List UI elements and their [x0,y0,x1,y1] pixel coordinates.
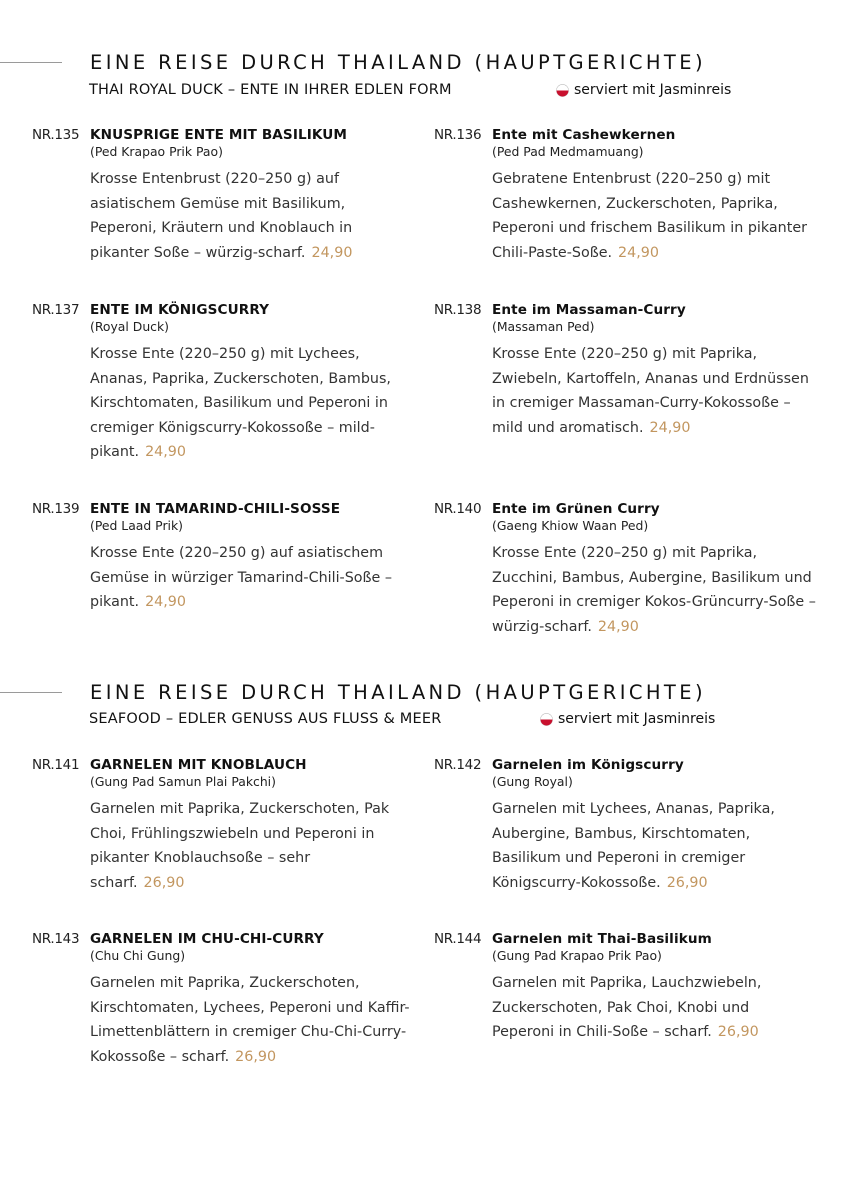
item-price: 26,90 [235,1048,277,1065]
item-thai-name: (Chu Chi Gung) [90,948,186,963]
rice-note-text: serviert mit Jasminreis [574,82,732,98]
item-number: NR.136 [434,127,482,143]
section-title: EINE REISE DURCH THAILAND (HAUPTGERICHTE) [90,51,706,74]
item-description: Garnelen mit Paprika, Lauchzwiebeln, Zuckerschoten, Pak Choi, Knobi und Peperoni in Chili-Soße – scharf. 26,90 [492,975,762,1041]
item-number: NR.142 [434,757,482,773]
item-thai-name: (Ped Krapao Prik Pao) [90,144,223,159]
item-price: 24,90 [618,244,659,261]
item-price: 26,90 [717,1024,759,1041]
item-price: 26,90 [143,874,185,891]
item-number: NR.138 [434,302,482,318]
item-thai-name: (Massaman Ped) [492,319,595,334]
item-description: Garnelen mit Paprika, Zuckerschoten, Pak Choi, Frühlingszwiebeln und Peperoni in pikanter Knoblauchsoße – sehr scharf. 26,90 [90,801,390,891]
item-number: NR.141 [32,757,80,773]
item-name: ENTE IM KÖNIGSCURRY [90,302,270,318]
item-name: Ente im Grünen Curry [492,501,660,517]
item-thai-name: (Gung Pad Samun Plai Pakchi) [90,774,276,789]
item-name: Garnelen mit Thai-Basilikum [492,931,712,947]
item-thai-name: (Gung Pad Krapao Prik Pao) [492,948,662,963]
item-thai-name: (Ped Pad Medmamuang) [492,144,644,159]
section-title: EINE REISE DURCH THAILAND (HAUPTGERICHTE) [90,681,706,704]
item-description: Gebratene Entenbrust (220–250 g) mit Cashewkernen, Zuckerschoten, Paprika, Peperoni und frischem Basilikum in pikanter Chili-Paste-Soße. 24,90 [492,171,807,261]
item-name: Garnelen im Königscurry [492,757,684,773]
item-thai-name: (Gung Royal) [492,774,573,789]
item-number: NR.139 [32,501,80,517]
rice-bowl-icon [540,713,553,726]
item-name: ENTE IN TAMARIND-CHILI-SOSSE [90,501,341,517]
section-subtitle: THAI ROYAL DUCK – ENTE IN IHRER EDLEN FORM [89,82,452,98]
section-subtitle: SEAFOOD – EDLER GENUSS AUS FLUSS & MEER [89,711,442,727]
item-price: 24,90 [145,594,186,611]
item-price: 24,90 [649,419,691,436]
rice-note [540,711,715,727]
item-number: NR.137 [32,302,80,318]
item-name: GARNELEN MIT KNOBLAUCH [90,757,307,773]
item-description: Krosse Entenbrust (220–250 g) auf asiatischem Gemüse mit Basilikum, Peperoni, Kräutern und Knoblauch in pikanter Soße – würzig-scharf. 24,90 [90,171,353,261]
item-price: 24,90 [597,618,639,635]
rice-note-text: serviert mit Jasminreis [558,711,716,727]
item-description: Garnelen mit Paprika, Zuckerschoten, Kirschtomaten, Lychees, Peperoni und Kaffir-Limettenblättern in cremiger Chu-Chi-Curry-Kokossoße – scharf. 26,90 [90,975,410,1065]
item-name: GARNELEN IM CHU-CHI-CURRY [90,931,324,947]
item-number: NR.135 [32,127,80,143]
section-divider [0,692,62,693]
rice-bowl-icon [556,84,569,97]
item-description: Krosse Ente (220–250 g) mit Paprika, Zucchini, Bambus, Aubergine, Basilikum und Peperoni in cremiger Kokos-Grüncurry-Soße – würzig-scharf. 24,90 [492,545,816,635]
item-number: NR.143 [32,931,80,947]
item-description: Krosse Ente (220–250 g) auf asiatischem Gemüse in würziger Tamarind-Chili-Soße – pikant. 24,90 [90,545,393,611]
item-name: Ente im Massaman-Curry [492,302,686,318]
item-thai-name: (Gaeng Khiow Waan Ped) [492,518,649,533]
item-price: 24,90 [311,244,353,261]
item-number: NR.140 [434,501,482,517]
item-price: 24,90 [145,444,186,461]
item-number: NR.144 [434,931,482,947]
item-name: Ente mit Cashewkernen [492,127,676,143]
item-price: 26,90 [666,874,708,891]
item-description: Garnelen mit Lychees, Ananas, Paprika, Aubergine, Bambus, Kirschtomaten, Basilikum und Peperoni in cremiger Königscurry-Kokossoße. 26,90 [492,801,775,891]
item-description: Krosse Ente (220–250 g) mit Lychees, Ananas, Paprika, Zuckerschoten, Bambus, Kirschtomaten, Basilikum und Peperoni in cremiger Königscurry-Kokossoße – mild-pikant. 24,90 [90,346,391,461]
item-description: Krosse Ente (220–250 g) mit Paprika, Zwiebeln, Kartoffeln, Ananas und Erdnüssen in cremiger Massaman-Curry-Kokossoße – mild und aromatisch. 24,90 [492,346,809,436]
item-thai-name: (Royal Duck) [90,319,169,334]
section-divider [0,62,62,63]
rice-note [556,82,731,98]
item-thai-name: (Ped Laad Prik) [90,518,183,533]
item-name: KNUSPRIGE ENTE MIT BASILIKUM [90,127,348,143]
